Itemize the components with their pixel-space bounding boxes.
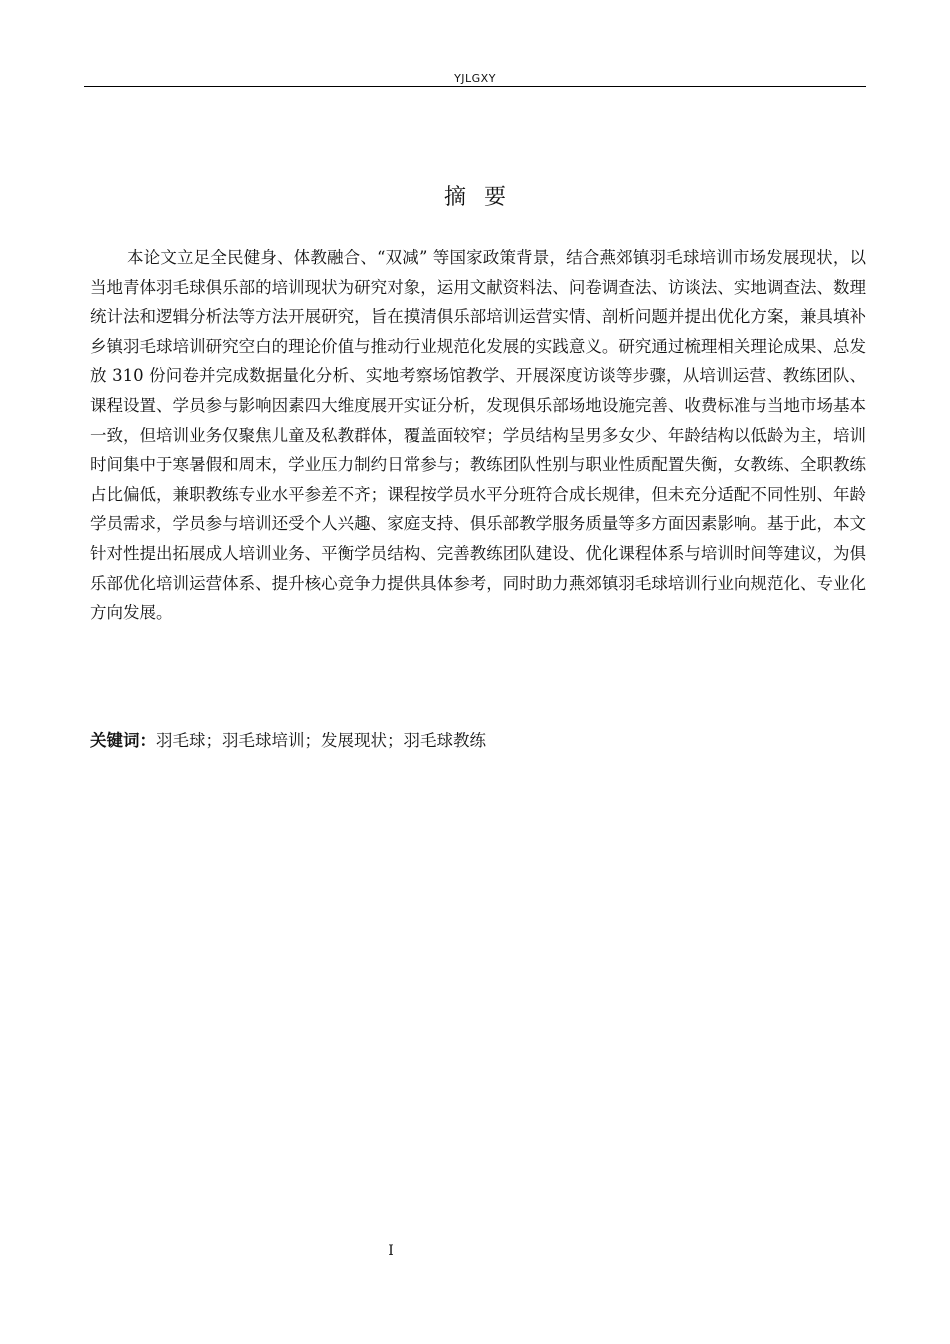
keywords-label: 关键词： [90, 731, 156, 750]
page-number: I [388, 1243, 394, 1259]
running-header: YJLGXY [454, 72, 496, 85]
keywords-line [90, 726, 866, 756]
keywords-list: 羽毛球；羽毛球培训；发展现状；羽毛球教练 [156, 731, 486, 750]
abstract-title: 摘要 [443, 185, 524, 210]
header-rule [84, 86, 866, 87]
abstract-body: 本论文立足全民健身、体教融合、“双减” 等国家政策背景，结合燕郊镇羽毛球培训市场发展现状，以当地青体羽毛球俱乐部的培训现状为研究对象，运用文献资料法、问卷调查法、访谈法、实地调查法、数理统计法和逻辑分析法等方法开展研究，旨在摸清俱乐部培训运营实情、剖析问题并提出优化方案，兼具填补乡镇羽毛球培训研究空白的理论价值与推动行业规范化发展的实践意义。研究通过梳理相关理论成果、总发放 310 份问卷并完成数据量化分析、实地考察场馆教学、开展深度访谈等步骤，从培训运营、教练团队、课程设置、学员参与影响因素四大维度展开实证分析，发现俱乐部场地设施完善、收费标准与当地市场基本一致，但培训业务仅聚焦儿童及私教群体，覆盖面较窄；学员结构呈男多女少、年龄结构以低龄为主，培训时间集中于寒暑假和周末，学业压力制约日常参与；教练团队性别与职业性质配置失衡，女教练、全职教练占比偏低，兼职教练专业水平参差不齐；课程按学员水平分班符合成长规律，但未充分适配不同性别、年龄学员需求，学员参与培训还受个人兴趣、家庭支持、俱乐部教学服务质量等多方面因素影响。基于此，本文针对性提出拓展成人培训业务、平衡学员结构、完善教练团队建设、优化课程体系与培训时间等建议，为俱乐部优化培训运营体系、提升核心竞争力提供具体参考，同时助力燕郊镇羽毛球培训行业向规范化、专业化方向发展。 [90, 248, 866, 623]
